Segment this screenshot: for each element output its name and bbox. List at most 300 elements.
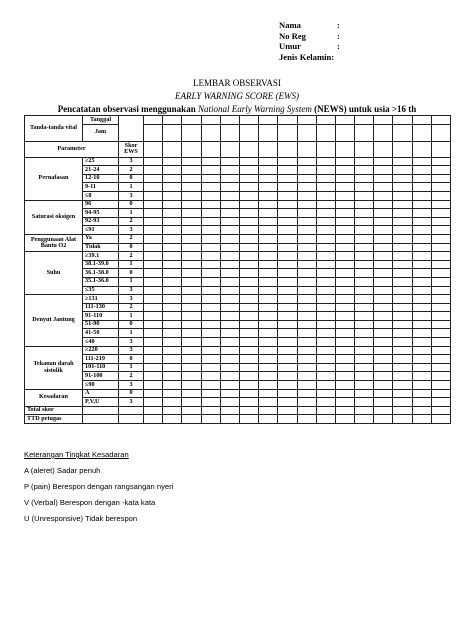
- observation-cell[interactable]: [393, 346, 412, 355]
- observation-cell[interactable]: [335, 243, 354, 252]
- observation-cell[interactable]: [412, 406, 431, 415]
- observation-cell[interactable]: [144, 320, 163, 329]
- observation-cell[interactable]: [316, 312, 335, 321]
- observation-cell[interactable]: [239, 286, 258, 295]
- observation-cell[interactable]: [431, 269, 450, 278]
- observation-cell[interactable]: [335, 166, 354, 175]
- observation-cell[interactable]: [201, 398, 220, 407]
- observation-cell[interactable]: [239, 183, 258, 192]
- observation-cell[interactable]: [259, 183, 278, 192]
- observation-cell[interactable]: [259, 381, 278, 390]
- observation-cell[interactable]: [201, 329, 220, 338]
- observation-cell[interactable]: [393, 166, 412, 175]
- observation-cell[interactable]: [144, 329, 163, 338]
- observation-cell[interactable]: [182, 217, 201, 226]
- observation-cell[interactable]: [355, 338, 374, 347]
- observation-cell[interactable]: [220, 398, 239, 407]
- observation-cell[interactable]: [412, 381, 431, 390]
- observation-cell[interactable]: [316, 269, 335, 278]
- observation-cell[interactable]: [182, 174, 201, 183]
- observation-cell[interactable]: [393, 217, 412, 226]
- observation-cell[interactable]: [355, 346, 374, 355]
- observation-cell[interactable]: [412, 329, 431, 338]
- observation-cell[interactable]: [182, 209, 201, 218]
- observation-cell[interactable]: [297, 320, 316, 329]
- observation-cell[interactable]: [297, 209, 316, 218]
- observation-cell[interactable]: [393, 406, 412, 415]
- observation-cell[interactable]: [278, 226, 297, 235]
- observation-cell[interactable]: [431, 191, 450, 200]
- observation-cell[interactable]: [316, 406, 335, 415]
- observation-cell[interactable]: [335, 303, 354, 312]
- observation-cell[interactable]: [374, 183, 393, 192]
- observation-cell[interactable]: [144, 252, 163, 261]
- observation-cell[interactable]: [182, 183, 201, 192]
- observation-cell[interactable]: [182, 252, 201, 261]
- observation-cell[interactable]: [201, 243, 220, 252]
- observation-cell[interactable]: [431, 141, 450, 157]
- observation-cell[interactable]: [297, 389, 316, 398]
- observation-cell[interactable]: [163, 346, 182, 355]
- observation-cell[interactable]: [393, 252, 412, 261]
- observation-cell[interactable]: [431, 157, 450, 166]
- observation-cell[interactable]: [335, 286, 354, 295]
- observation-cell[interactable]: [220, 277, 239, 286]
- observation-cell[interactable]: [201, 269, 220, 278]
- observation-cell[interactable]: [163, 303, 182, 312]
- observation-cell[interactable]: [182, 226, 201, 235]
- observation-cell[interactable]: [201, 303, 220, 312]
- observation-cell[interactable]: [374, 398, 393, 407]
- observation-cell[interactable]: [163, 124, 182, 141]
- observation-cell[interactable]: [335, 355, 354, 364]
- observation-cell[interactable]: [374, 381, 393, 390]
- observation-cell[interactable]: [201, 406, 220, 415]
- observation-cell[interactable]: [355, 116, 374, 125]
- observation-cell[interactable]: [163, 226, 182, 235]
- observation-cell[interactable]: [278, 269, 297, 278]
- observation-cell[interactable]: [163, 157, 182, 166]
- observation-cell[interactable]: [355, 217, 374, 226]
- observation-cell[interactable]: [239, 355, 258, 364]
- observation-cell[interactable]: [201, 116, 220, 125]
- observation-cell[interactable]: [182, 338, 201, 347]
- observation-cell[interactable]: [144, 346, 163, 355]
- observation-cell[interactable]: [201, 372, 220, 381]
- observation-cell[interactable]: [316, 398, 335, 407]
- observation-cell[interactable]: [144, 381, 163, 390]
- observation-cell[interactable]: [355, 329, 374, 338]
- observation-cell[interactable]: [431, 209, 450, 218]
- observation-cell[interactable]: [259, 398, 278, 407]
- observation-cell[interactable]: [182, 312, 201, 321]
- observation-cell[interactable]: [393, 338, 412, 347]
- observation-cell[interactable]: [393, 200, 412, 209]
- observation-cell[interactable]: [144, 260, 163, 269]
- observation-cell[interactable]: [220, 346, 239, 355]
- observation-cell[interactable]: [201, 260, 220, 269]
- observation-cell[interactable]: [393, 355, 412, 364]
- observation-cell[interactable]: [201, 381, 220, 390]
- observation-cell[interactable]: [335, 116, 354, 125]
- observation-cell[interactable]: [201, 191, 220, 200]
- observation-cell[interactable]: [144, 200, 163, 209]
- observation-cell[interactable]: [259, 141, 278, 157]
- observation-cell[interactable]: [259, 415, 278, 424]
- observation-cell[interactable]: [412, 295, 431, 304]
- observation-cell[interactable]: [182, 200, 201, 209]
- observation-cell[interactable]: [393, 372, 412, 381]
- observation-cell[interactable]: [201, 277, 220, 286]
- observation-cell[interactable]: [355, 200, 374, 209]
- observation-cell[interactable]: [259, 191, 278, 200]
- observation-cell[interactable]: [182, 381, 201, 390]
- observation-cell[interactable]: [163, 234, 182, 243]
- observation-cell[interactable]: [278, 200, 297, 209]
- observation-cell[interactable]: [335, 174, 354, 183]
- observation-cell[interactable]: [431, 303, 450, 312]
- observation-cell[interactable]: [163, 415, 182, 424]
- observation-cell[interactable]: [412, 260, 431, 269]
- observation-cell[interactable]: [278, 191, 297, 200]
- observation-cell[interactable]: [335, 124, 354, 141]
- observation-cell[interactable]: [412, 252, 431, 261]
- observation-cell[interactable]: [335, 389, 354, 398]
- observation-cell[interactable]: [182, 320, 201, 329]
- observation-cell[interactable]: [316, 217, 335, 226]
- observation-cell[interactable]: [144, 183, 163, 192]
- observation-cell[interactable]: [182, 406, 201, 415]
- observation-cell[interactable]: [355, 312, 374, 321]
- observation-cell[interactable]: [393, 295, 412, 304]
- observation-cell[interactable]: [144, 415, 163, 424]
- observation-cell[interactable]: [355, 174, 374, 183]
- observation-cell[interactable]: [239, 226, 258, 235]
- observation-cell[interactable]: [335, 234, 354, 243]
- observation-cell[interactable]: [297, 381, 316, 390]
- observation-cell[interactable]: [393, 124, 412, 141]
- observation-cell[interactable]: [220, 226, 239, 235]
- observation-cell[interactable]: [259, 166, 278, 175]
- observation-cell[interactable]: [374, 200, 393, 209]
- observation-cell[interactable]: [431, 234, 450, 243]
- observation-cell[interactable]: [374, 166, 393, 175]
- observation-cell[interactable]: [239, 234, 258, 243]
- observation-cell[interactable]: [297, 217, 316, 226]
- observation-cell[interactable]: [239, 243, 258, 252]
- observation-cell[interactable]: [239, 320, 258, 329]
- observation-cell[interactable]: [431, 415, 450, 424]
- observation-cell[interactable]: [259, 226, 278, 235]
- observation-cell[interactable]: [412, 124, 431, 141]
- observation-cell[interactable]: [163, 269, 182, 278]
- observation-cell[interactable]: [220, 415, 239, 424]
- observation-cell[interactable]: [239, 295, 258, 304]
- observation-cell[interactable]: [201, 320, 220, 329]
- observation-cell[interactable]: [239, 389, 258, 398]
- observation-cell[interactable]: [182, 355, 201, 364]
- observation-cell[interactable]: [431, 372, 450, 381]
- observation-cell[interactable]: [259, 277, 278, 286]
- observation-cell[interactable]: [374, 372, 393, 381]
- observation-cell[interactable]: [163, 116, 182, 125]
- observation-cell[interactable]: [144, 286, 163, 295]
- observation-cell[interactable]: [297, 191, 316, 200]
- observation-cell[interactable]: [335, 372, 354, 381]
- observation-cell[interactable]: [163, 166, 182, 175]
- observation-cell[interactable]: [431, 389, 450, 398]
- observation-cell[interactable]: [374, 217, 393, 226]
- observation-cell[interactable]: [182, 286, 201, 295]
- observation-cell[interactable]: [431, 200, 450, 209]
- observation-cell[interactable]: [163, 191, 182, 200]
- observation-cell[interactable]: [144, 191, 163, 200]
- observation-cell[interactable]: [201, 234, 220, 243]
- observation-cell[interactable]: [182, 269, 201, 278]
- observation-cell[interactable]: [278, 141, 297, 157]
- observation-cell[interactable]: [239, 200, 258, 209]
- observation-cell[interactable]: [431, 174, 450, 183]
- observation-cell[interactable]: [335, 406, 354, 415]
- observation-cell[interactable]: [316, 234, 335, 243]
- observation-cell[interactable]: [201, 363, 220, 372]
- observation-cell[interactable]: [297, 124, 316, 141]
- observation-cell[interactable]: [259, 269, 278, 278]
- observation-cell[interactable]: [355, 234, 374, 243]
- observation-cell[interactable]: [163, 312, 182, 321]
- observation-cell[interactable]: [316, 174, 335, 183]
- observation-cell[interactable]: [431, 116, 450, 125]
- observation-cell[interactable]: [431, 166, 450, 175]
- observation-cell[interactable]: [259, 243, 278, 252]
- observation-cell[interactable]: [220, 260, 239, 269]
- observation-cell[interactable]: [412, 191, 431, 200]
- observation-cell[interactable]: [374, 303, 393, 312]
- observation-cell[interactable]: [220, 406, 239, 415]
- observation-cell[interactable]: [239, 209, 258, 218]
- observation-cell[interactable]: [201, 209, 220, 218]
- observation-cell[interactable]: [374, 355, 393, 364]
- observation-cell[interactable]: [144, 363, 163, 372]
- observation-cell[interactable]: [374, 415, 393, 424]
- observation-cell[interactable]: [239, 406, 258, 415]
- observation-cell[interactable]: [297, 234, 316, 243]
- observation-cell[interactable]: [144, 226, 163, 235]
- observation-cell[interactable]: [220, 355, 239, 364]
- observation-cell[interactable]: [431, 320, 450, 329]
- observation-cell[interactable]: [374, 116, 393, 125]
- observation-cell[interactable]: [144, 389, 163, 398]
- observation-cell[interactable]: [374, 174, 393, 183]
- observation-cell[interactable]: [355, 406, 374, 415]
- observation-cell[interactable]: [220, 217, 239, 226]
- observation-cell[interactable]: [239, 312, 258, 321]
- observation-cell[interactable]: [144, 141, 163, 157]
- observation-cell[interactable]: [239, 338, 258, 347]
- observation-cell[interactable]: [278, 398, 297, 407]
- observation-cell[interactable]: [182, 234, 201, 243]
- observation-cell[interactable]: [316, 124, 335, 141]
- observation-cell[interactable]: [144, 277, 163, 286]
- observation-cell[interactable]: [182, 166, 201, 175]
- observation-cell[interactable]: [431, 226, 450, 235]
- observation-cell[interactable]: [297, 157, 316, 166]
- observation-cell[interactable]: [163, 243, 182, 252]
- observation-cell[interactable]: [278, 116, 297, 125]
- observation-cell[interactable]: [297, 355, 316, 364]
- observation-cell[interactable]: [239, 191, 258, 200]
- observation-cell[interactable]: [144, 243, 163, 252]
- observation-cell[interactable]: [278, 295, 297, 304]
- observation-cell[interactable]: [239, 277, 258, 286]
- observation-cell[interactable]: [278, 320, 297, 329]
- observation-cell[interactable]: [335, 226, 354, 235]
- observation-cell[interactable]: [259, 346, 278, 355]
- observation-cell[interactable]: [278, 243, 297, 252]
- observation-cell[interactable]: [259, 252, 278, 261]
- observation-cell[interactable]: [412, 209, 431, 218]
- observation-cell[interactable]: [335, 260, 354, 269]
- observation-cell[interactable]: [355, 269, 374, 278]
- observation-cell[interactable]: [163, 174, 182, 183]
- observation-cell[interactable]: [335, 320, 354, 329]
- observation-cell[interactable]: [316, 372, 335, 381]
- observation-cell[interactable]: [374, 329, 393, 338]
- observation-cell[interactable]: [393, 141, 412, 157]
- observation-cell[interactable]: [431, 406, 450, 415]
- observation-cell[interactable]: [239, 141, 258, 157]
- observation-cell[interactable]: [220, 191, 239, 200]
- observation-cell[interactable]: [374, 260, 393, 269]
- observation-cell[interactable]: [355, 295, 374, 304]
- observation-cell[interactable]: [355, 355, 374, 364]
- observation-cell[interactable]: [393, 234, 412, 243]
- observation-cell[interactable]: [163, 200, 182, 209]
- observation-cell[interactable]: [412, 277, 431, 286]
- observation-cell[interactable]: [163, 295, 182, 304]
- observation-cell[interactable]: [393, 389, 412, 398]
- observation-cell[interactable]: [374, 346, 393, 355]
- observation-cell[interactable]: [374, 226, 393, 235]
- observation-cell[interactable]: [335, 157, 354, 166]
- observation-cell[interactable]: [239, 260, 258, 269]
- observation-cell[interactable]: [278, 406, 297, 415]
- observation-cell[interactable]: [220, 124, 239, 141]
- observation-cell[interactable]: [412, 116, 431, 125]
- observation-cell[interactable]: [335, 183, 354, 192]
- observation-cell[interactable]: [355, 183, 374, 192]
- observation-cell[interactable]: [355, 157, 374, 166]
- observation-cell[interactable]: [412, 243, 431, 252]
- observation-cell[interactable]: [182, 295, 201, 304]
- observation-cell[interactable]: [144, 338, 163, 347]
- observation-cell[interactable]: [335, 346, 354, 355]
- observation-cell[interactable]: [374, 124, 393, 141]
- observation-cell[interactable]: [355, 303, 374, 312]
- observation-cell[interactable]: [316, 389, 335, 398]
- observation-cell[interactable]: [393, 398, 412, 407]
- observation-cell[interactable]: [278, 217, 297, 226]
- observation-cell[interactable]: [316, 226, 335, 235]
- observation-cell[interactable]: [431, 338, 450, 347]
- observation-cell[interactable]: [278, 312, 297, 321]
- observation-cell[interactable]: [259, 295, 278, 304]
- observation-cell[interactable]: [431, 355, 450, 364]
- observation-cell[interactable]: [297, 174, 316, 183]
- observation-cell[interactable]: [316, 355, 335, 364]
- observation-cell[interactable]: [412, 183, 431, 192]
- observation-cell[interactable]: [144, 116, 163, 125]
- observation-cell[interactable]: [278, 277, 297, 286]
- observation-cell[interactable]: [259, 286, 278, 295]
- observation-cell[interactable]: [393, 191, 412, 200]
- observation-cell[interactable]: [201, 157, 220, 166]
- observation-cell[interactable]: [220, 243, 239, 252]
- observation-cell[interactable]: [393, 243, 412, 252]
- observation-cell[interactable]: [144, 166, 163, 175]
- observation-cell[interactable]: [201, 217, 220, 226]
- observation-cell[interactable]: [259, 372, 278, 381]
- observation-cell[interactable]: [316, 363, 335, 372]
- observation-cell[interactable]: [182, 346, 201, 355]
- observation-cell[interactable]: [431, 312, 450, 321]
- observation-cell[interactable]: [431, 260, 450, 269]
- observation-cell[interactable]: [335, 312, 354, 321]
- observation-cell[interactable]: [278, 338, 297, 347]
- observation-cell[interactable]: [374, 243, 393, 252]
- observation-cell[interactable]: [182, 141, 201, 157]
- observation-cell[interactable]: [259, 157, 278, 166]
- observation-cell[interactable]: [259, 234, 278, 243]
- observation-cell[interactable]: [239, 157, 258, 166]
- observation-cell[interactable]: [297, 286, 316, 295]
- observation-cell[interactable]: [335, 338, 354, 347]
- observation-cell[interactable]: [259, 209, 278, 218]
- observation-cell[interactable]: [278, 260, 297, 269]
- observation-cell[interactable]: [335, 415, 354, 424]
- observation-cell[interactable]: [393, 329, 412, 338]
- observation-cell[interactable]: [201, 141, 220, 157]
- observation-cell[interactable]: [297, 277, 316, 286]
- observation-cell[interactable]: [412, 312, 431, 321]
- observation-cell[interactable]: [335, 141, 354, 157]
- observation-cell[interactable]: [278, 329, 297, 338]
- observation-cell[interactable]: [316, 191, 335, 200]
- observation-cell[interactable]: [335, 217, 354, 226]
- observation-cell[interactable]: [163, 209, 182, 218]
- observation-cell[interactable]: [335, 252, 354, 261]
- observation-cell[interactable]: [297, 295, 316, 304]
- observation-cell[interactable]: [412, 389, 431, 398]
- observation-cell[interactable]: [412, 372, 431, 381]
- observation-cell[interactable]: [220, 312, 239, 321]
- observation-cell[interactable]: [220, 116, 239, 125]
- observation-cell[interactable]: [278, 157, 297, 166]
- observation-cell[interactable]: [297, 346, 316, 355]
- observation-cell[interactable]: [335, 191, 354, 200]
- observation-cell[interactable]: [393, 183, 412, 192]
- observation-cell[interactable]: [220, 372, 239, 381]
- observation-cell[interactable]: [163, 252, 182, 261]
- observation-cell[interactable]: [374, 286, 393, 295]
- observation-cell[interactable]: [374, 209, 393, 218]
- observation-cell[interactable]: [412, 398, 431, 407]
- observation-cell[interactable]: [393, 260, 412, 269]
- observation-cell[interactable]: [412, 226, 431, 235]
- observation-cell[interactable]: [163, 320, 182, 329]
- observation-cell[interactable]: [278, 381, 297, 390]
- observation-cell[interactable]: [355, 389, 374, 398]
